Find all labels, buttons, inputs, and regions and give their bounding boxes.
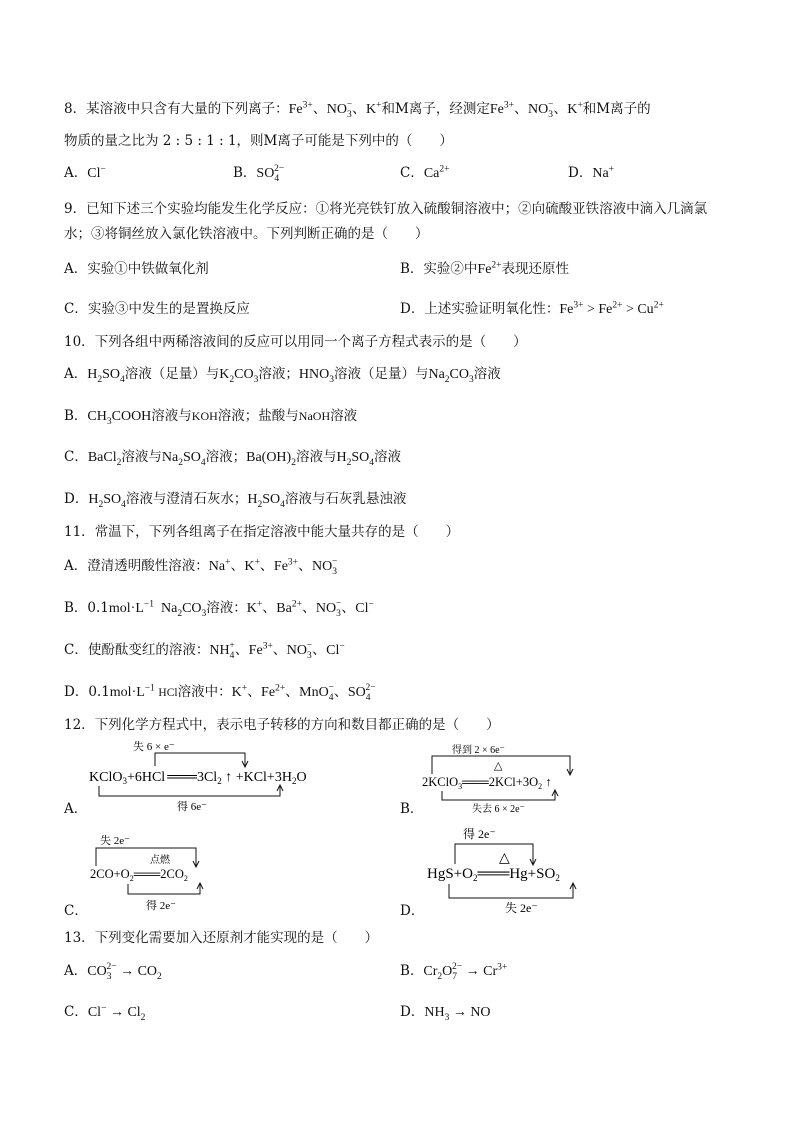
option-letter: C． (64, 1004, 88, 1020)
q9-option-d[interactable] (400, 300, 664, 319)
q9-d-text: D．上述实验证明氧化性： (400, 301, 560, 317)
q10-option-c[interactable] (64, 448, 401, 467)
q10-option-d[interactable] (64, 490, 406, 509)
q11-c-ions: $NH_4^+$、$Fe^{3+}$、$NO_3^-$、Cl− (209, 641, 345, 661)
q8-option-d[interactable] (568, 164, 614, 183)
q8-option-b[interactable] (233, 164, 284, 183)
q8-text-c: 和M离子的 (582, 101, 651, 117)
q12-d-equation: $HgS+O_2═══Hg+SO_2$ (427, 866, 560, 883)
q8-c-formula: $Ca^{2+}$ (423, 164, 450, 181)
q11-b-unit: $mol\cdot L^{-1}$ $Na_2CO_3$ (108, 599, 207, 619)
q11-option-d[interactable] (64, 683, 376, 702)
q10-b-f1: $CH_3COOH$ (87, 409, 152, 427)
q11-d-unit: $mol\cdot L^{-1}$ HCl (109, 683, 178, 700)
q12-a-equation: KClO$_3$+6HCl $═══3Cl_2$ ↑ $+KCl+3H_2O$ (89, 770, 307, 786)
q10-c-w3: 溶液与 (295, 449, 337, 465)
q8-d-formula: Na+ (592, 164, 615, 181)
q12-a-top-bracket (155, 753, 245, 766)
q8-b-formula: $SO_4^{2-}$ (256, 164, 285, 184)
q10-d-f1: $H_2SO_4$ (88, 492, 126, 510)
heat-triangle-icon: △ (499, 851, 510, 866)
q12-option-b-diagram (420, 742, 600, 814)
q11-b-text-a: B．0.1 (64, 600, 109, 616)
q11-option-a[interactable] (64, 557, 337, 576)
q11-stem-text: 常温下，下列各组离子在指定溶液中能大量共存的是（ ） (94, 524, 460, 540)
q10-c-w1: 溶液与 (121, 449, 162, 465)
q12-stem-text: 下列化学方程式中，表示电子转移的方向和数目都正确的是（ ） (94, 717, 500, 733)
option-letter: B． (64, 408, 88, 424)
q12-d-top-bracket (455, 844, 533, 864)
q10-a-w3: 溶液； (258, 366, 299, 382)
q10-option-a[interactable] (64, 365, 501, 384)
option-letter: D． (568, 165, 593, 181)
q12-option-b-label[interactable]: B． (400, 801, 424, 817)
q13-stem (64, 929, 378, 947)
q13-d-formula: $NH_3$ → NO (424, 1005, 491, 1023)
q13-b-formula: $Cr_2O_7^{2-} \to Cr^{3+}$ (423, 962, 508, 982)
q8-option-c[interactable] (400, 164, 450, 183)
option-letter: B． (400, 963, 424, 979)
q11-d-text-b: 溶液中： (177, 684, 232, 700)
q9-b-text-a: B．实验②中 (400, 261, 478, 277)
q11-number: 11． (64, 524, 95, 540)
q10-stem (64, 333, 527, 351)
q10-c-f2: $Na_2SO_4$ (161, 450, 206, 468)
q10-a-f2: $K_2CO_3$ (219, 367, 259, 385)
q10-a-f3: $HNO_3$ (298, 367, 334, 385)
q10-c-w4: 溶液 (374, 449, 401, 465)
q12-d-bottom-bracket (449, 884, 573, 898)
q9-line1 (64, 200, 707, 218)
q12-c-top-label: 失 2e⁻ (100, 835, 130, 847)
q13-option-a[interactable] (64, 962, 162, 981)
q9-b-text-b: 表现还原性 (501, 261, 570, 277)
q10-d-w2: 溶液与石灰乳悬浊液 (284, 491, 407, 507)
q8-number: 8． (64, 101, 87, 117)
q13-stem-text: 下列变化需要加入还原剂才能实现的是（ ） (94, 930, 379, 946)
q10-b-w3: 溶液 (330, 408, 358, 424)
q10-a-w4: 溶液 (333, 366, 361, 382)
q8-option-a[interactable] (64, 164, 106, 183)
q12-d-bottom-label: 失 2e⁻ (505, 901, 538, 915)
q11-c-text: C．使酚酞变红的溶液： (64, 642, 210, 658)
option-letter: C． (64, 449, 88, 465)
q12-a-bottom-bracket (99, 786, 280, 796)
q10-d-w1: 溶液与澄清石灰水； (125, 491, 248, 507)
q12-a-top-label: 失 6 × e⁻ (133, 741, 175, 753)
option-letter: B． (233, 165, 257, 181)
q11-stem (64, 523, 459, 541)
q12-c-top-bracket (96, 848, 196, 866)
q9-option-a[interactable]: A．实验①中铁做氧化剂 (64, 261, 209, 277)
q12-b-top-label: 得到 2 × 6e⁻ (452, 745, 505, 756)
q10-option-b[interactable] (64, 407, 357, 426)
q13-option-d[interactable] (400, 1003, 491, 1022)
q12-b-bottom-bracket (442, 791, 555, 800)
q12-option-d-label[interactable]: D． (400, 903, 425, 919)
q10-d-f2: $H_2SO_4$ (247, 492, 285, 510)
q11-d-text-a: D．0.1 (64, 684, 110, 700)
q11-option-c[interactable] (64, 641, 345, 660)
q10-c-f3: $Ba(OH)_2$ (246, 450, 296, 468)
q12-c-equation: $2CO+O_2═══2CO_2$ (90, 867, 188, 883)
q13-a-formula: $CO_3^{2-} \to CO_2$ (87, 962, 162, 982)
q13-number: 13． (64, 930, 95, 946)
q9-line2: 水；③将铜丝放入氯化铁溶液中。下列判断正确的是（ ） (64, 226, 429, 242)
q10-a-w2: （足量）与 (151, 366, 220, 382)
q10-b-f3: NaOH (298, 409, 331, 423)
heat-triangle-icon: △ (494, 760, 503, 772)
q8-text-a: 某溶液中只含有大量的下列离子： (86, 101, 289, 117)
option-letter: D． (400, 1004, 425, 1020)
q10-a-w6: 溶液 (473, 366, 501, 382)
q8-ions-2: $Fe^{3+}$、$NO_3^-$、K+ (489, 100, 583, 120)
q12-option-a-label[interactable]: A． (64, 801, 88, 817)
q10-number: 10． (64, 334, 95, 350)
q10-a-f4: $Na_2CO_3$ (428, 367, 474, 385)
q10-b-f2: KOH (191, 409, 218, 423)
q9-option-b[interactable] (400, 260, 569, 279)
q12-c-bottom-label: 得 2e⁻ (146, 900, 176, 912)
q10-b-w1: 溶液与 (151, 408, 192, 424)
q12-c-condition: 点燃 (150, 855, 170, 866)
q10-a-w5: （足量）与 (360, 366, 429, 382)
q9-b-ion: $Fe^{2+}$ (477, 260, 502, 277)
option-letter: A． (64, 963, 88, 979)
option-letter: D． (64, 491, 89, 507)
q10-c-w2: 溶液； (205, 449, 247, 465)
q11-b-ions: K+、$Ba^{2+}$、$NO_3^-$、Cl− (246, 599, 374, 619)
q8-text-b: 和M离子，经测定 (381, 101, 490, 117)
q8-line2: 物质的量之比为 2 : 5 : 1 : 1，则M离子可能是下列中的（ ） (64, 133, 453, 149)
q12-option-a-diagram (85, 738, 355, 818)
q11-a-text: A．澄清透明酸性溶液： (64, 558, 209, 574)
q12-number: 12． (64, 717, 95, 733)
q10-c-f1: BaCl$_2$ (87, 450, 122, 468)
q9-text-1: 已知下述三个实验均能发生化学反应：①将光亮铁钉放入硫酸铜溶液中；②向硫酸亚铁溶液中滴入几滴氯 (86, 201, 708, 217)
q12-d-top-label: 得 2e⁻ (463, 827, 496, 841)
q10-c-f4: $H_2SO_4$ (336, 450, 374, 468)
q11-a-ions: Na+、K+、$Fe^{3+}$、$NO_3^-$ (208, 557, 338, 577)
q8-line1 (64, 100, 651, 119)
q12-c-bottom-bracket (128, 884, 200, 894)
q10-b-w2: 溶液；盐酸与 (217, 408, 299, 424)
q12-option-d-diagram (425, 826, 605, 916)
q12-option-c-diagram (88, 832, 228, 916)
q12-stem (64, 716, 500, 734)
q13-c-formula: $Cl^- \to Cl_2$ (87, 1003, 146, 1023)
q9-number: 9． (64, 201, 87, 217)
option-letter: A． (64, 165, 88, 181)
q10-a-f1: $H_2SO_4$ (87, 367, 125, 385)
q12-b-equation: $2KClO_3═══2KCl+3O_2$ ↑ (422, 775, 552, 791)
q8-ions-1: $Fe^{3+}$、$NO_3^-$、K+ (288, 100, 382, 120)
q10-a-w1: 溶液 (124, 366, 152, 382)
option-letter: A． (64, 366, 88, 382)
q13-option-c[interactable] (64, 1003, 145, 1022)
q9-option-c[interactable]: C．实验③中发生的是置换反应 (64, 301, 250, 317)
option-letter: C． (400, 165, 424, 181)
q11-b-text-b: 溶液： (206, 600, 247, 616)
q12-b-bottom-label: 失去 6 × 2e⁻ (472, 804, 525, 814)
q11-d-ions: K+、$Fe^{2+}$、MnO$_4$−、$SO_4^{2-}$ (231, 683, 376, 703)
q11-option-b[interactable] (64, 599, 374, 618)
q9-d-order: $Fe^{3+} > Fe^{2+} > Cu^{2+}$ (559, 300, 664, 317)
q8-a-formula: Cl− (87, 164, 106, 181)
q10-stem-text: 下列各组中两稀溶液间的反应可以用同一个离子方程式表示的是（ ） (94, 334, 527, 350)
q13-option-b[interactable] (400, 962, 507, 981)
q12-a-bottom-label: 得 6e⁻ (177, 801, 207, 813)
q12-option-c-label[interactable]: C． (64, 903, 88, 919)
